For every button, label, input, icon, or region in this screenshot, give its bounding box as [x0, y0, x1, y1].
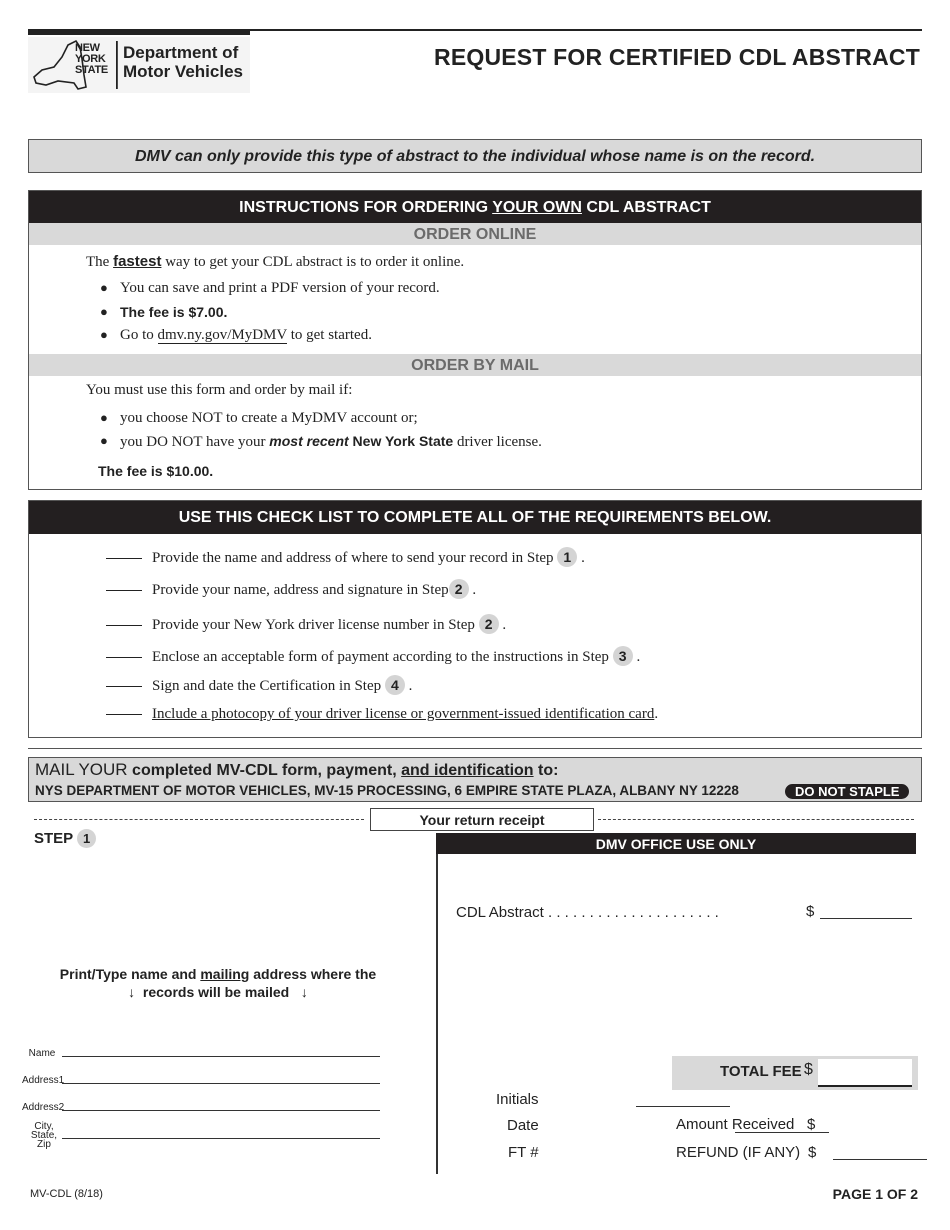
office-use-heading: DMV OFFICE USE ONLY: [436, 833, 916, 854]
list-item: ● you choose NOT to create a MyDMV account or;: [100, 410, 418, 426]
logo-new: NEW: [75, 42, 100, 54]
bullet-icon: ●: [100, 280, 108, 295]
logo-dept-line1: Department of: [123, 43, 239, 62]
step-1-label: STEP 1: [34, 829, 96, 848]
nys-dmv-logo: [28, 37, 250, 93]
city-state-zip-field[interactable]: [62, 1138, 380, 1139]
mail-heading: MAIL YOUR completed MV-CDL form, payment, and identification to:: [35, 760, 559, 779]
mydmv-link[interactable]: dmv.ny.gov/MyDMV: [157, 327, 287, 343]
cut-line-left: [34, 819, 364, 820]
bullet-icon: ●: [100, 410, 108, 425]
cdl-abstract-dollar: $: [806, 903, 815, 920]
check-blank[interactable]: [106, 590, 142, 591]
list-item: ● you DO NOT have your most recent New York State driver license.: [100, 433, 542, 450]
total-fee-dollar: $: [804, 1061, 813, 1078]
return-receipt-label: Your return receipt: [370, 808, 594, 831]
mail-intro: You must use this form and order by mail if:: [86, 382, 353, 398]
address1-field[interactable]: [62, 1083, 380, 1084]
logo-rule: [28, 31, 250, 35]
step-badge: 4: [385, 675, 405, 695]
refund-label: REFUND (IF ANY): [676, 1144, 801, 1161]
cdl-abstract-amount-field[interactable]: [820, 904, 912, 919]
amount-received-dollar: $: [807, 1116, 816, 1133]
bullet-icon: ●: [100, 304, 108, 319]
initials-field[interactable]: [636, 1092, 730, 1107]
name-label: Name: [28, 1048, 56, 1059]
name-field[interactable]: [62, 1056, 380, 1057]
address1-label: Address1: [22, 1075, 65, 1086]
checklist-item: Provide the name and address of where to send your record in Step 1 .: [106, 547, 585, 567]
checklist-section: [28, 500, 922, 738]
ft-label: FT #: [508, 1144, 539, 1161]
logo-york: YORK: [75, 53, 106, 65]
step-badge: 1: [557, 547, 577, 567]
section-divider: [28, 748, 922, 749]
step-badge: 1: [77, 829, 96, 848]
mailing-instructions: [28, 757, 922, 802]
step-badge: 2: [479, 614, 499, 634]
eligibility-notice: DMV can only provide this type of abstract to the individual whose name is on the record.: [28, 139, 922, 173]
date-label: Date: [507, 1117, 539, 1134]
check-blank[interactable]: [106, 714, 142, 715]
office-divider: [436, 854, 438, 1174]
cut-line-right: [598, 819, 914, 820]
order-online-heading: ORDER ONLINE: [29, 223, 921, 245]
checklist-item: Provide your New York driver license number in Step 2 .: [106, 614, 506, 634]
checklist-heading: USE THIS CHECK LIST TO COMPLETE ALL OF THE REQUIREMENTS BELOW.: [29, 501, 921, 534]
step-badge: 3: [613, 646, 633, 666]
cdl-abstract-label: CDL Abstract . . . . . . . . . . . . . . . . . . . . .: [456, 904, 719, 921]
page-number: PAGE 1 OF 2: [832, 1186, 918, 1202]
list-item: ● You can save and print a PDF version of your record.: [100, 280, 440, 296]
checklist-item: Provide your name, address and signature in Step 2 .: [106, 579, 476, 599]
city-state-zip-label: City, State, Zip: [30, 1121, 58, 1150]
down-arrow-icon: ↓: [300, 984, 308, 1000]
check-blank[interactable]: [106, 558, 142, 559]
bullet-icon: ●: [100, 433, 108, 448]
address2-field[interactable]: [62, 1110, 380, 1111]
list-item: ● The fee is $7.00.: [100, 304, 228, 320]
checklist-item: Enclose an acceptable form of payment according to the instructions in Step 3 .: [106, 646, 640, 666]
total-fee-label: TOTAL FEE: [720, 1063, 802, 1080]
order-by-mail-heading: ORDER BY MAIL: [29, 354, 921, 376]
step-badge: 2: [449, 579, 469, 599]
bullet-icon: ●: [100, 327, 108, 342]
amount-received-label: Amount Received: [676, 1116, 795, 1133]
list-item: ● Go to dmv.ny.gov/MyDMV to get started.: [100, 327, 372, 343]
checklist-item: Include a photocopy of your driver license or government-issued identification card.: [106, 706, 658, 723]
instructions-heading: INSTRUCTIONS FOR ORDERING YOUR OWN CDL ABSTRACT: [29, 191, 921, 223]
logo-state: STATE: [75, 64, 108, 76]
check-blank[interactable]: [106, 625, 142, 626]
initials-label: Initials: [496, 1091, 539, 1108]
mail-fee: The fee is $10.00.: [98, 463, 214, 479]
page-title: REQUEST FOR CERTIFIED CDL ABSTRACT: [434, 44, 920, 70]
form-id: MV-CDL (8/18): [30, 1188, 103, 1200]
checklist-item: Sign and date the Certification in Step 4 .: [106, 675, 412, 695]
check-blank[interactable]: [106, 657, 142, 658]
online-intro: The fastest way to get your CDL abstract is to order it online.: [86, 253, 465, 270]
down-arrow-icon: ↓: [128, 984, 136, 1000]
do-not-staple-badge: DO NOT STAPLE: [785, 784, 909, 799]
mailing-address-instruction: Print/Type name and mailing address where the ↓ records will be mailed ↓: [59, 966, 377, 1000]
address2-label: Address2: [22, 1102, 65, 1113]
mailing-address: NYS DEPARTMENT OF MOTOR VEHICLES, MV-15 PROCESSING, 6 EMPIRE STATE PLAZA, ALBANY NY 12228: [35, 783, 739, 798]
logo-dept-line2: Motor Vehicles: [123, 62, 243, 81]
check-blank[interactable]: [106, 686, 142, 687]
instructions-section: [28, 190, 922, 490]
total-fee-box: [672, 1056, 918, 1090]
total-fee-field[interactable]: [818, 1059, 912, 1087]
refund-dollar: $: [808, 1144, 817, 1161]
ft-field[interactable]: [833, 1145, 927, 1160]
